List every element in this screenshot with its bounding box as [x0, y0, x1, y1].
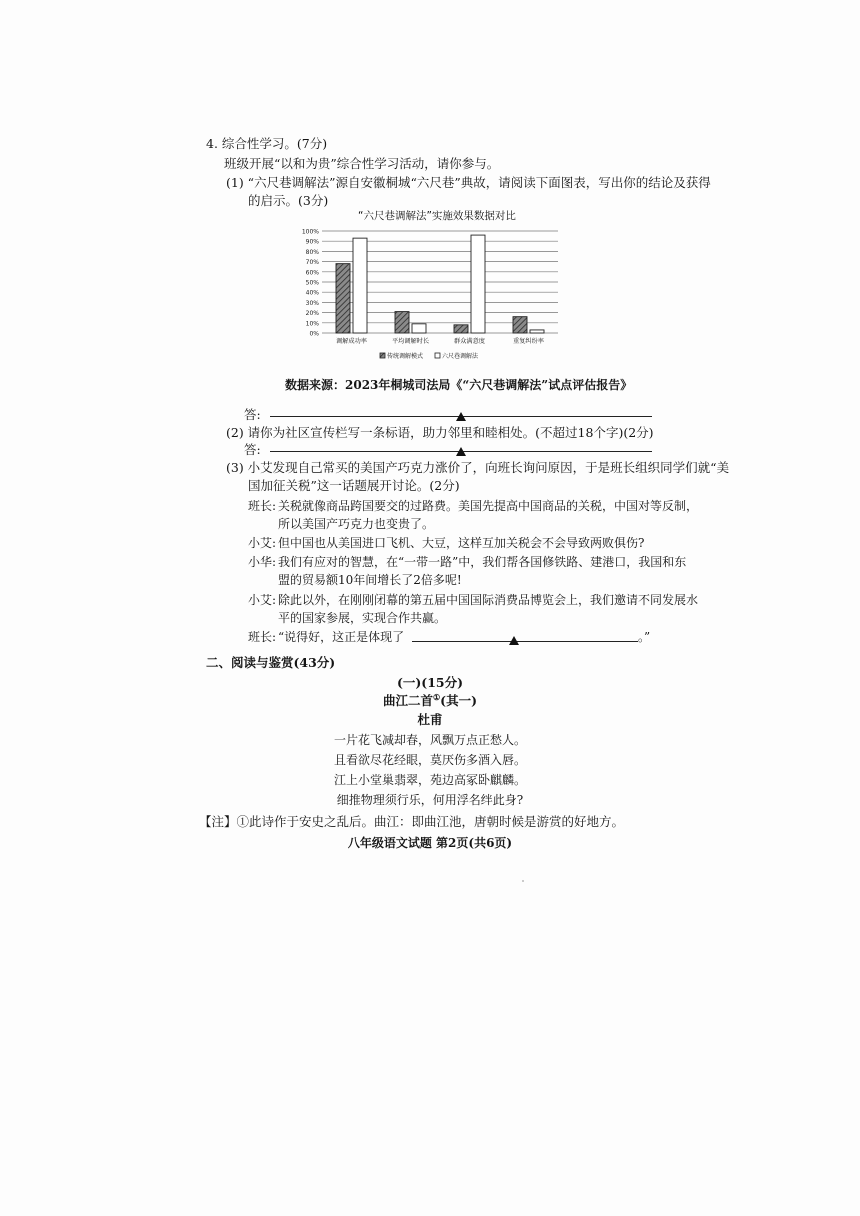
- poem-author: 杜甫: [417, 712, 443, 727]
- poem-title: 曲江二首: [382, 693, 433, 708]
- chart-bar-liuchixiang: [412, 324, 426, 333]
- dialog-speaker: 小艾:: [248, 593, 277, 607]
- dialog-final-close: 。”: [638, 630, 651, 644]
- q4-intro: 班级开展“以和为贵”综合性学习活动，请你参与。: [224, 156, 500, 171]
- chart-bar-traditional: [336, 264, 350, 333]
- chart-legend-swatch: [435, 353, 440, 358]
- dialog-line: 我们有应对的智慧，在“一带一路”中，我们帮各国修铁路、建港口，我国和东: [278, 555, 687, 569]
- q4-sub3-line1: (3) 小艾发现自己常买的美国产巧克力涨价了，向班长询问原因，于是班长组织同学们就“美: [226, 460, 730, 475]
- q4-sub2: (2) 请你为社区宣传栏写一条标语，助力邻里和睦相处。(不超过18个字)(2分): [226, 425, 654, 440]
- dialog-line: 除此以外，在刚刚闭幕的第五届中国国际消费品博览会上，我们邀请不同发展水: [278, 593, 699, 607]
- chart-xtick-label: 平均调解时长: [391, 338, 430, 345]
- chart-ytick-label: 40%: [305, 289, 319, 297]
- chart-bar-liuchixiang: [471, 235, 485, 333]
- poem-line: 细推物理须行乐，何用浮名绊此身?: [336, 793, 524, 807]
- answer-line-3[interactable]: [412, 641, 638, 642]
- chart-legend-swatch: [380, 353, 385, 358]
- chart-ytick-label: 70%: [305, 259, 319, 267]
- section2-part: (一)(15分): [396, 675, 464, 690]
- dialog-speaker: 小艾:: [248, 536, 277, 550]
- chart-source: 数据来源：2023年桐城司法局《“六尺巷调解法”试点评估报告》: [285, 378, 633, 392]
- poem-line: 一片花飞减却春，风飘万点正愁人。: [333, 733, 526, 747]
- chart-bar-traditional: [513, 317, 527, 333]
- q4-sub3-line2: 国加征关税”这一话题展开讨论。(2分): [248, 478, 460, 493]
- chart-legend-item: [380, 352, 423, 360]
- chart-xtick-label: 重复纠纷率: [513, 338, 544, 345]
- chart-ytick-label: 60%: [305, 269, 319, 277]
- answer-label-1: 答:: [244, 407, 261, 422]
- chart-ytick-label: 90%: [305, 238, 319, 246]
- q4-sub1-line2: 的启示。(3分): [248, 193, 329, 208]
- chart-bar-traditional: [454, 325, 468, 333]
- chart-ytick-label: 0%: [309, 330, 319, 338]
- poem-line: 江上小堂巢翡翠，苑边高冢卧麒麟。: [333, 773, 526, 787]
- chart-ytick-label: 10%: [305, 320, 319, 328]
- dialog-line: 平的国家参展，实现合作共赢。: [278, 611, 447, 625]
- chart-legend-label: 传统调解模式: [387, 353, 424, 360]
- chart-title: “六尺巷调解法”实施效果数据对比: [358, 210, 516, 222]
- chart-legend-label: 六尺巷调解法: [442, 353, 479, 360]
- chart-bar-liuchixiang: [353, 238, 367, 333]
- poem-line: 且看欲尽花经眼，莫厌伤多酒入唇。: [333, 753, 526, 767]
- dialog-speaker: 班长:: [248, 630, 277, 644]
- dialog-line: 盟的贸易额10年间增长了2倍多呢!: [278, 573, 462, 587]
- dialog-line: 所以美国产巧克力也变贵了。: [278, 517, 435, 531]
- poem-note-mark: ①: [433, 691, 441, 702]
- dialog-speaker: 班长:: [248, 499, 277, 513]
- bar-chart: [292, 207, 582, 367]
- poem-title-wrap: [330, 691, 530, 709]
- q4-heading: 4. 综合性学习。(7分): [206, 136, 328, 151]
- section2-heading: 二、阅读与鉴赏(43分): [206, 655, 336, 670]
- dialog-speaker: 小华:: [248, 555, 277, 569]
- chart-ytick-label: 80%: [305, 248, 319, 256]
- poem-title-suffix: (其一): [440, 693, 478, 708]
- q4-sub1-line1: (1) “六尺巷调解法”源自安徽桐城“六尺巷”典故，请阅读下面图表，写出你的结论及获得: [226, 175, 711, 190]
- chart-bar-traditional: [395, 312, 409, 333]
- dialog-line: 关税就像商品跨国要交的过路费。美国先提高中国商品的关税，中国对等反制，: [278, 499, 699, 513]
- answer-label-2: 答:: [244, 442, 261, 457]
- page-footer: 八年级语文试题 第2页(共6页): [347, 836, 513, 850]
- chart-ytick-label: 30%: [305, 299, 319, 307]
- chart-ytick-label: 20%: [305, 310, 319, 318]
- dialog-final-open: “说得好，这正是体现了: [278, 630, 405, 644]
- chart-xtick-label: 群众满意度: [454, 338, 485, 345]
- chart-bar-liuchixiang: [530, 330, 544, 333]
- poem-note: 【注】①此诗作于安史之乱后。曲江：即曲江池，唐朝时候是游赏的好地方。: [199, 814, 625, 829]
- dialog-line: 但中国也从美国进口飞机、大豆，这样互加关税会不会导致两败俱伤?: [278, 536, 645, 550]
- scan-speck: [522, 880, 524, 882]
- chart-legend-item: [435, 352, 479, 360]
- chart-xtick-label: 调解成功率: [336, 338, 367, 345]
- chart-ytick-label: 50%: [305, 279, 319, 287]
- chart-ytick-label: 100%: [301, 228, 319, 236]
- answer-marker-triangle-icon: [509, 630, 519, 649]
